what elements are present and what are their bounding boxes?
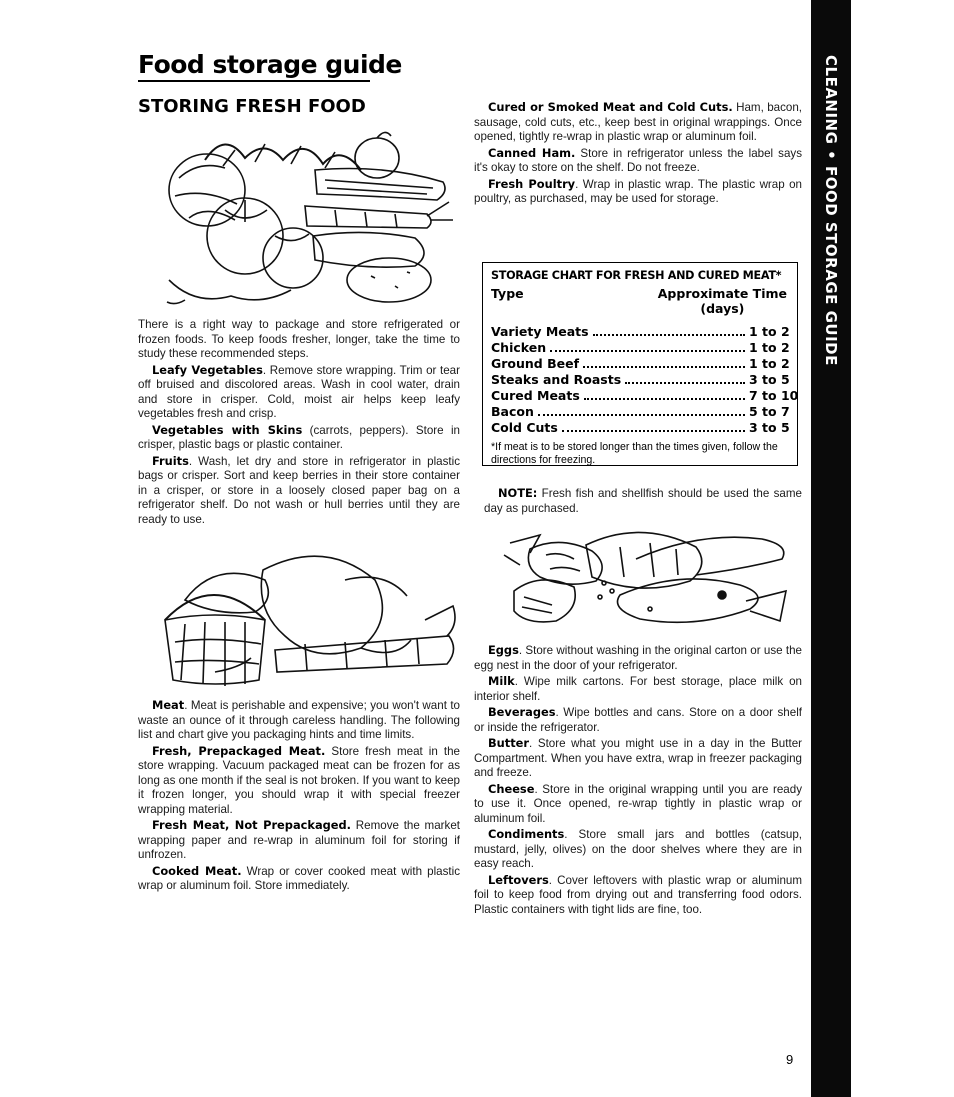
meat-illustration (155, 540, 460, 690)
leafy-vegetables-paragraph: Leafy Vegetables. Remove store wrapping. Trim or tear off bruised and discolored areas. Wash in cool water, drain and store in crisper. Cold, moist air helps keep leafy vegetables fresh and crisp. (138, 362, 460, 420)
fish-bottom-icon (618, 579, 759, 622)
chart-col-time (658, 286, 787, 316)
chart-row-days: 5 to 7 (749, 404, 790, 419)
chart-row-type: Steaks and Roasts (491, 372, 622, 387)
fresh-poultry-label: Fresh Poultry (488, 176, 576, 191)
chart-row-type: Cured Meats (491, 388, 580, 403)
chart-title: STORAGE CHART FOR FRESH AND CURED MEAT* (491, 269, 782, 282)
chart-row (491, 372, 790, 388)
left-column-top (138, 318, 460, 528)
chart-row (491, 324, 790, 340)
cooked-meat-label: Cooked Meat. (152, 863, 242, 878)
chart-row (491, 388, 799, 404)
eggs-label: Eggs (488, 643, 519, 657)
chart-rows (491, 324, 799, 436)
basket-icon (165, 615, 265, 684)
chart-row-type: Bacon (491, 404, 534, 419)
chart-footnote: *If meat is to be stored longer than the times given, follow the directions for freezing. (491, 441, 778, 466)
left-column-bottom (138, 698, 460, 895)
title-underline (138, 80, 370, 82)
fish-illustration (500, 525, 790, 635)
vegetables-skins-label: Vegetables with Skins (152, 422, 303, 437)
fruits-paragraph: Fruits. Wash, let dry and store in refrigerator in plastic bags or crisper. Sort and keep berries in their store container in a crisper, or store in a loosely closed paper bag on a refrigerator shelf. Do not wash or hull berries until they are ready to use. (138, 453, 460, 526)
leftovers-label: Leftovers (488, 872, 549, 887)
condiments-label: Condiments (488, 827, 565, 841)
chart-col-time-unit: (days) (700, 301, 745, 316)
fish-note-label: NOTE: (498, 486, 538, 500)
fresh-poultry-paragraph: Fresh Poultry. Wrap in plastic wrap. The plastic wrap on poultry, as purchased, may be used for storage. (474, 176, 802, 205)
chart-row-days: 1 to 2 (749, 340, 790, 355)
prepackaged-meat-paragraph: Fresh, Prepackaged Meat. Store fresh meat in the store wrapping. Vacuum packaged meat can be frozen for as long as one month if the seal is not broken. If you want to keep it frozen longer, you should wrap it with special freezer wrapping material. (138, 743, 460, 816)
section-heading: STORING FRESH FOOD (138, 96, 366, 117)
chart-row-days: 1 to 2 (749, 324, 790, 339)
meat-storage-chart (482, 262, 798, 466)
lobster-claw-icon (504, 535, 540, 565)
right-column-top (474, 100, 802, 208)
fish-note-paragraph: NOTE: Fresh fish and shellfish should be used the same day as purchased. (484, 486, 802, 515)
eggs-paragraph: Eggs. Store without washing in the original carton or use the egg nest in the door of your refrigerator. (474, 643, 802, 672)
chart-row-days: 3 to 5 (749, 420, 790, 435)
cheese-paragraph: Cheese. Store in the original wrapping until you are ready to use it. Once opened, re-wrap tightly in plastic wrap or aluminum foil. (474, 781, 802, 825)
cured-meat-label: Cured or Smoked Meat and Cold Cuts. (488, 100, 733, 114)
intro-paragraph: There is a right way to package and store refrigerated or frozen foods. To keep foods fresher, longer, take the time to study these recommended steps. (138, 318, 460, 360)
onion-icon (355, 138, 399, 178)
pepper-icon (263, 228, 323, 288)
shrimp-icon (528, 542, 602, 584)
cooked-meat-paragraph: Cooked Meat. Wrap or cover cooked meat with plastic wrap or aluminum foil. Store immediately. (138, 863, 460, 892)
milk-paragraph: Milk. Wipe milk cartons. For best storage, place milk on interior shelf. (474, 674, 802, 703)
chart-row-days: 1 to 2 (749, 356, 790, 371)
chart-row (491, 356, 790, 372)
chart-row-type: Cold Cuts (491, 420, 558, 435)
not-prepackaged-meat-label: Fresh Meat, Not Prepackaged. (152, 818, 352, 832)
butter-paragraph: Butter. Store what you might use in a day in the Butter Compartment. When you have extra, wrap in freezer packaging and freeze. (474, 736, 802, 779)
bread-icon (185, 573, 268, 612)
chart-row (491, 420, 790, 436)
chart-col-time-label: Approximate Time (657, 286, 787, 301)
chart-row-type: Variety Meats (491, 324, 589, 339)
meat-label: Meat (152, 698, 185, 712)
chart-row (491, 340, 790, 356)
canned-ham-paragraph: Canned Ham. Store in refrigerator unless the label says it's okay to store on the shelf. Do not freeze. (474, 145, 802, 174)
fish-note (484, 486, 802, 517)
chart-row (491, 404, 790, 420)
canned-ham-label: Canned Ham. (488, 145, 576, 160)
right-column-bottom (474, 643, 802, 918)
page-title: Food storage guide (138, 50, 402, 79)
chart-col-type: Type (491, 286, 524, 301)
cured-meat-paragraph: Cured or Smoked Meat and Cold Cuts. Ham, bacon, sausage, cold cuts, etc., keep best in original wrappings. Once opened, tightly re-wrap in plastic wrap or aluminum foil. (474, 100, 803, 143)
poultry-icon (261, 556, 382, 654)
chart-row-days: 7 to 10 (749, 388, 799, 403)
milk-label: Milk (488, 674, 515, 688)
chart-row-type: Ground Beef (491, 356, 580, 371)
sausage-icon (275, 636, 454, 672)
side-tab-label: CLEANING • FOOD STORAGE GUIDE (822, 55, 840, 366)
fish-top-icon (636, 537, 784, 575)
carrot-icon (305, 206, 431, 228)
meat-paragraph: Meat. Meat is perishable and expensive; you won't want to waste an ounce of it through careless handling. The following list and chart give you packaging hints and time limits. (138, 698, 460, 741)
potato-icon (347, 258, 431, 302)
not-prepackaged-meat-paragraph: Fresh Meat, Not Prepackaged. Remove the market wrapping paper and re-wrap in aluminum foil for storing if unfrozen. (138, 818, 460, 861)
leafy-vegetables-label: Leafy Vegetables (152, 362, 263, 377)
prepackaged-meat-label: Fresh, Prepackaged Meat. (152, 743, 326, 758)
vegetables-skins-paragraph: Vegetables with Skins (carrots, peppers). Store in crisper, plastic bags or plastic container. (138, 422, 460, 451)
beverages-label: Beverages (488, 705, 556, 719)
chart-header (491, 286, 787, 316)
clam-icon (514, 580, 575, 622)
chart-row-type: Chicken (491, 340, 547, 355)
fruits-label: Fruits (152, 453, 189, 468)
chart-row-days: 3 to 5 (749, 372, 790, 387)
condiments-paragraph: Condiments. Store small jars and bottles (catsup, mustard, jelly, olives) on the door shelves where they are in easy reach. (474, 827, 802, 870)
page-number: 9 (786, 1052, 794, 1067)
butter-label: Butter (488, 736, 530, 750)
cheese-label: Cheese (488, 781, 535, 796)
leftovers-paragraph: Leftovers. Cover leftovers with plastic wrap or aluminum foil to keep food from drying out and transferring food odors. Plastic containers with tight lids are fine, too. (474, 872, 802, 916)
cucumber-icon (313, 232, 424, 267)
vegetables-illustration (165, 130, 455, 310)
beverages-paragraph: Beverages. Wipe bottles and cans. Store on a door shelf or inside the refrigerator. (474, 705, 802, 734)
